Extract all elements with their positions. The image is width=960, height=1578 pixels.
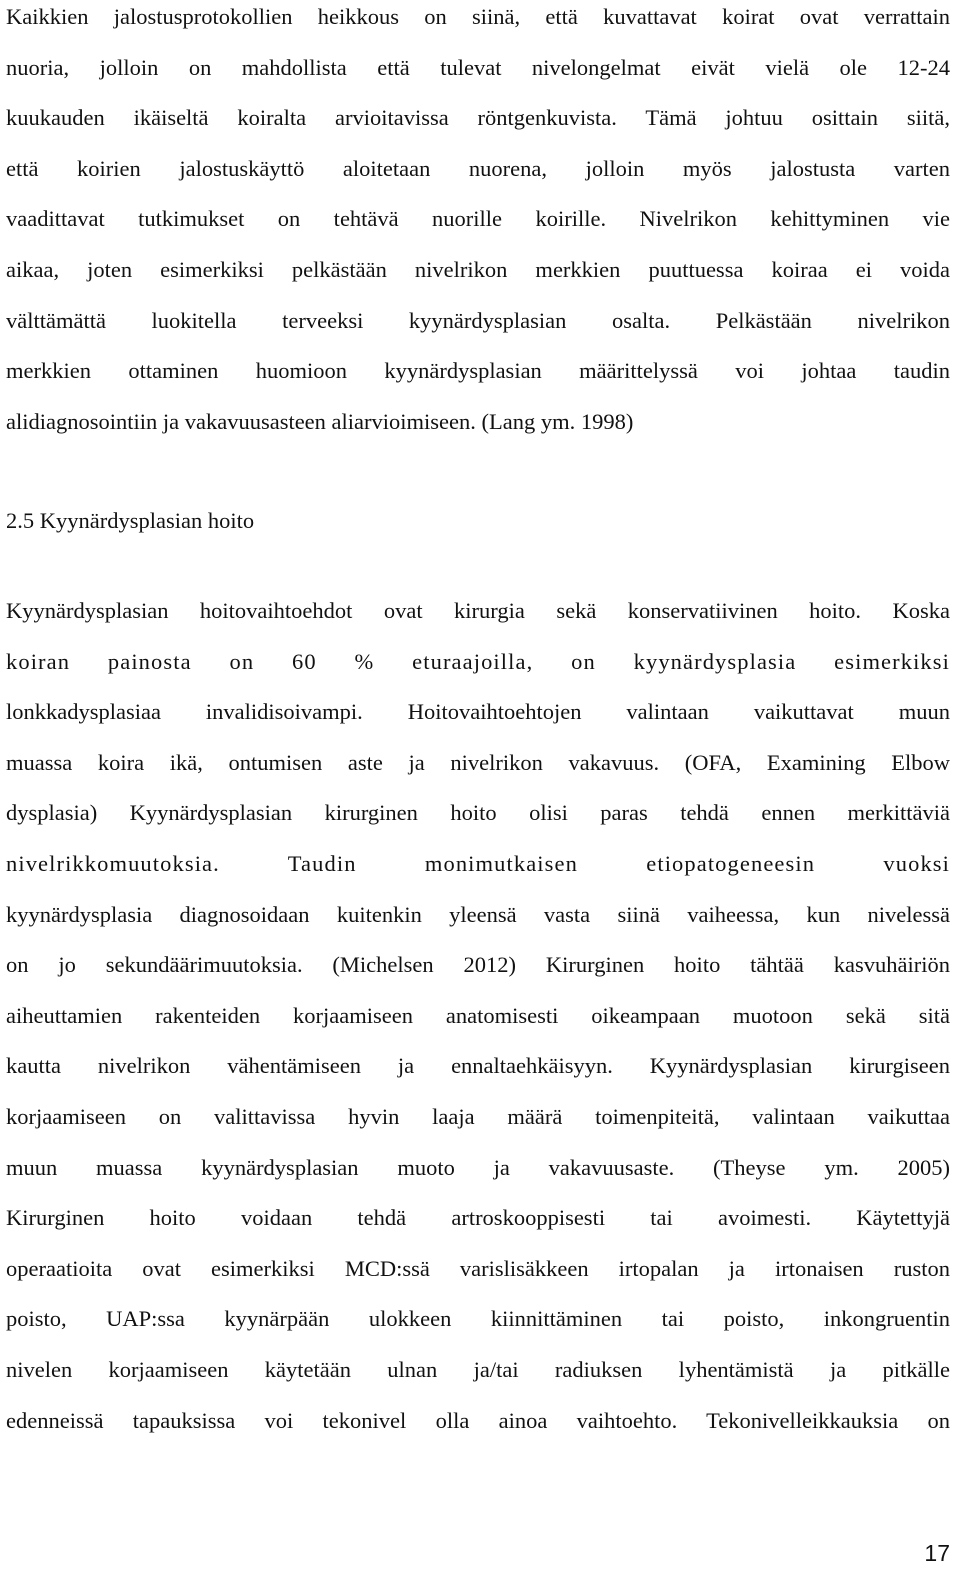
text-line: edenneissä tapauksissa voi tekonivel olla ainoa vaihtoehto. Tekonivelleikkauksia on [6, 1407, 950, 1433]
text-line: kautta nivelrikon vähentämiseen ja ennaltaehkäisyyn. Kyynärdysplasian kirurgiseen [6, 1053, 950, 1079]
paragraph-2 [6, 594, 950, 1454]
text-line: on jo sekundäärimuutoksia. (Michelsen 2012) Kirurginen hoito tähtää kasvuhäiriön [6, 952, 950, 978]
text-line: alidiagnosointiin ja vakavuusasteen aliarvioimiseen. (Lang ym. 1998) [6, 408, 634, 434]
text-line: vaadittavat tutkimukset on tehtävä nuorille koirille. Nivelrikon kehittyminen vie [6, 206, 950, 232]
text-line: koiran painosta on 60 % eturaajoilla, on kyynärdysplasia esimerkiksi [6, 648, 950, 674]
text-line: välttämättä luokitella terveeksi kyynärdysplasian osalta. Pelkästään nivelrikon [6, 307, 950, 333]
text-line: poisto, UAP:ssa kyynärpään ulokkeen kiinnittäminen tai poisto, inkongruentin [6, 1306, 950, 1332]
text-line: aikaa, joten esimerkiksi pelkästään nivelrikon merkkien puuttuessa koiraa ei voida [6, 256, 950, 282]
text-line: merkkien ottaminen huomioon kyynärdysplasian määrittelyssä voi johtaa taudin [6, 358, 950, 384]
text-line: Kyynärdysplasian hoitovaihtoehdot ovat kirurgia sekä konservatiivinen hoito. Koska [6, 598, 950, 623]
text-line: Kaikkien jalostusprotokollien heikkous on siinä, että kuvattavat koirat ovat verrattain [6, 4, 950, 29]
text-line: muassa koira ikä, ontumisen aste ja nivelrikon vakavuus. (OFA, Examining Elbow [6, 749, 950, 775]
text-line: kyynärdysplasia diagnosoidaan kuitenkin yleensä vasta siinä vaiheessa, kun nivelessä [6, 901, 950, 927]
text-line: nivelen korjaamiseen käytetään ulnan ja/tai radiuksen lyhentämistä ja pitkälle [6, 1356, 950, 1382]
text-line: nuoria, jolloin on mahdollista että tulevat nivelongelmat eivät vielä ole 12-24 [6, 54, 950, 80]
text-line: korjaamiseen on valittavissa hyvin laaja määrä toimenpiteitä, valintaan vaikuttaa [6, 1103, 950, 1129]
text-line: aiheuttamien rakenteiden korjaamiseen anatomisesti oikeampaan muotoon sekä sitä [6, 1002, 950, 1028]
page-number: 17 [924, 1540, 950, 1566]
text-line: Kirurginen hoito voidaan tehdä artroskooppisesti tai avoimesti. Käytettyjä [6, 1205, 950, 1231]
text-line: että koirien jalostuskäyttö aloitetaan nuorena, jolloin myös jalostusta varten [6, 155, 950, 181]
text-line: dysplasia) Kyynärdysplasian kirurginen hoito olisi paras tehdä ennen merkittäviä [6, 800, 950, 826]
text-line: lonkkadysplasiaa invalidisoivampi. Hoitovaihtoehtojen valintaan vaikuttavat muun [6, 699, 950, 725]
text-line: kuukauden ikäiseltä koiralta arvioitavissa röntgenkuvista. Tämä johtuu osittain siitä, [6, 105, 950, 131]
text-line: nivelrikkomuutoksia. Taudin monimutkaisen etiopatogeneesin vuoksi [6, 850, 950, 876]
text-line: operaatioita ovat esimerkiksi MCD:ssä varislisäkkeen irtopalan ja irtonaisen ruston [6, 1255, 950, 1281]
paragraph-1 [6, 0, 950, 455]
text-line: muun muassa kyynärdysplasian muoto ja vakavuusaste. (Theyse ym. 2005) [6, 1154, 950, 1180]
section-heading: 2.5 Kyynärdysplasian hoito [6, 508, 255, 533]
